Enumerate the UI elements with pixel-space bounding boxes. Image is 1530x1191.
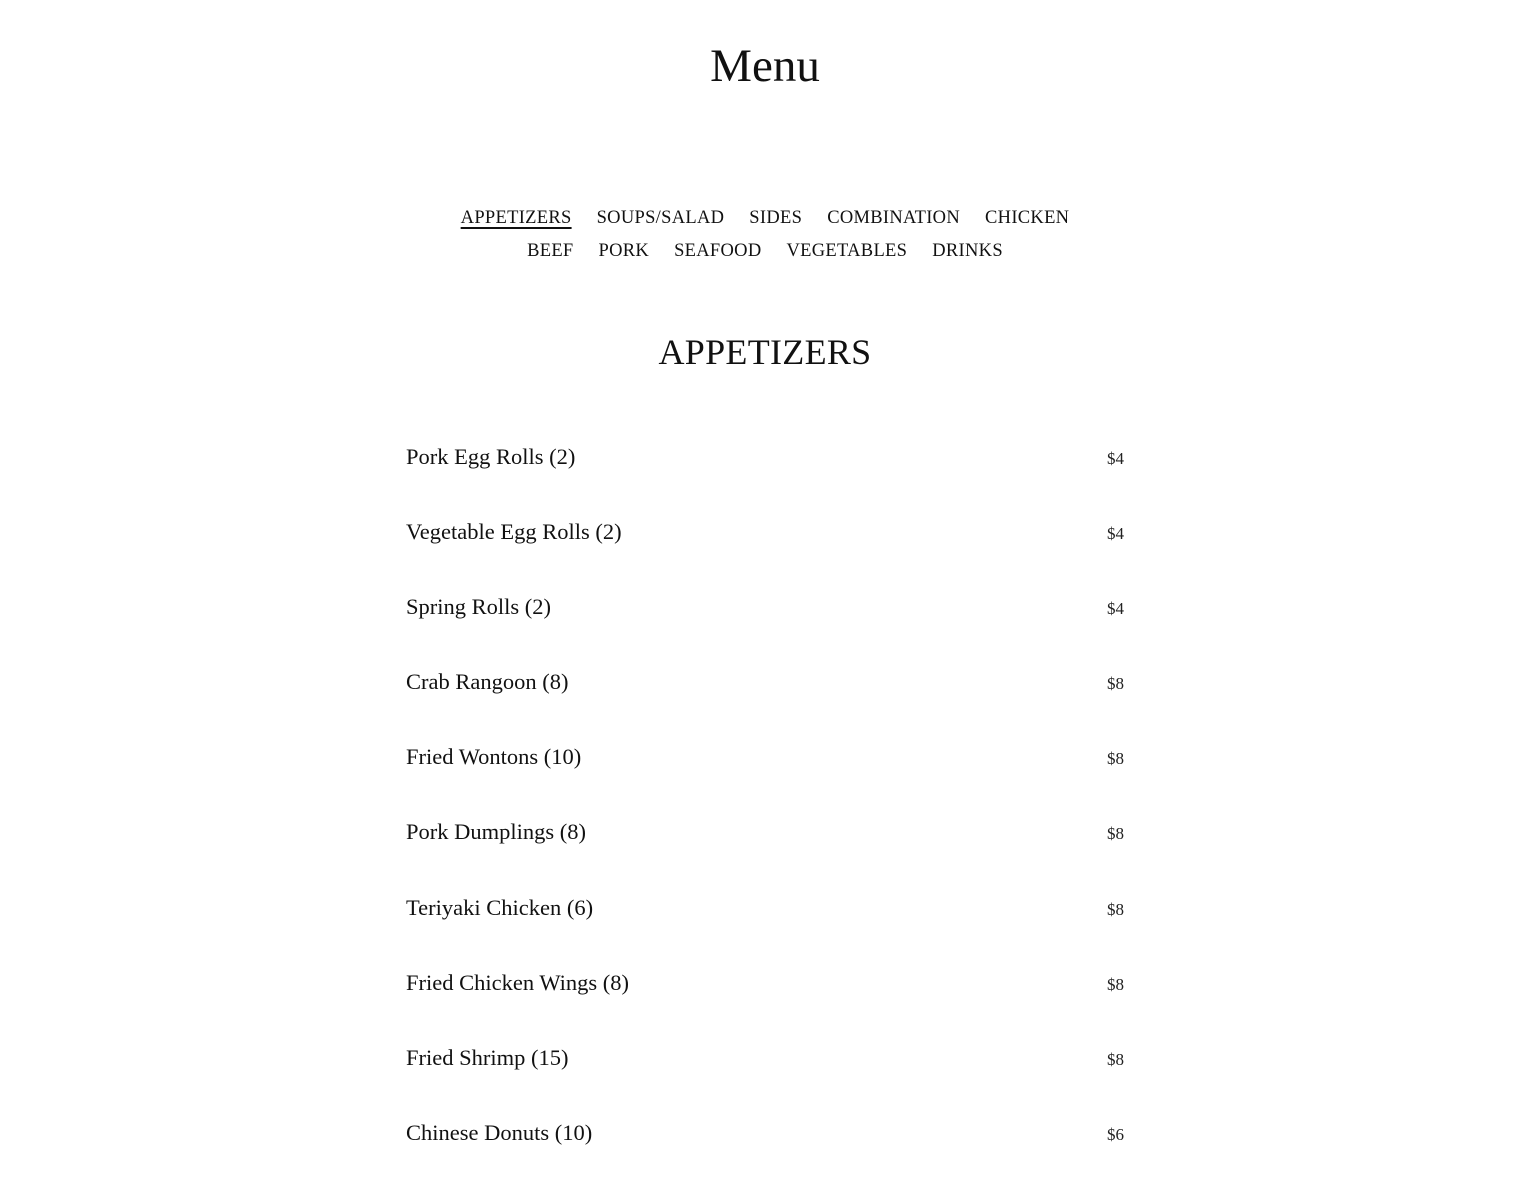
menu-item [406, 515, 1124, 590]
menu-item-price: $8 [1107, 1049, 1124, 1069]
menu-item-name: Crab Rangoon (8) [406, 669, 569, 695]
tab-vegetables[interactable]: VEGETABLES [786, 241, 908, 261]
section-title: APPETIZERS [658, 332, 872, 372]
menu-item-name: Vegetable Egg Rolls (2) [406, 519, 622, 545]
menu-item [406, 1116, 1124, 1191]
menu-item-list [406, 440, 1124, 1191]
menu-item-name: Pork Egg Rolls (2) [406, 444, 576, 469]
menu-item-price: $8 [1107, 974, 1124, 994]
menu-item [406, 665, 1124, 740]
category-nav [0, 202, 1530, 268]
menu-item [406, 740, 1124, 815]
tab-drinks[interactable]: DRINKS [932, 241, 1003, 261]
menu-item [406, 590, 1124, 665]
tab-sides[interactable]: SIDES [749, 208, 803, 228]
tab-soups-salad[interactable]: SOUPS/SALAD [596, 208, 725, 228]
tab-seafood[interactable]: SEAFOOD [674, 241, 762, 261]
menu-item [406, 891, 1124, 966]
tab-beef[interactable]: BEEF [527, 241, 574, 261]
menu-item [406, 440, 1124, 515]
menu-item-price: $4 [1107, 599, 1124, 619]
menu-item [406, 1041, 1124, 1116]
menu-item [406, 966, 1124, 1041]
menu-item [406, 815, 1124, 890]
menu-item-name: Fried Wontons (10) [406, 744, 582, 770]
menu-item-name: Teriyaki Chicken (6) [406, 894, 594, 920]
category-nav-row-2 [0, 235, 1530, 268]
menu-item-price: $8 [1107, 674, 1124, 694]
tab-chicken[interactable]: CHICKEN [985, 208, 1070, 228]
category-nav-row-1 [0, 202, 1530, 235]
menu-item-price: $8 [1107, 824, 1124, 844]
menu-item-price: $6 [1107, 1124, 1124, 1144]
menu-item-name: Pork Dumplings (8) [406, 819, 586, 845]
menu-item-name: Fried Chicken Wings (8) [406, 969, 630, 995]
menu-item-price: $4 [1107, 449, 1124, 468]
menu-item-name: Fried Shrimp (15) [406, 1044, 569, 1070]
tab-pork[interactable]: PORK [598, 241, 650, 261]
page-title: Menu [710, 40, 820, 92]
menu-item-price: $8 [1107, 899, 1124, 919]
menu-item-name: Chinese Donuts (10) [406, 1119, 593, 1145]
tab-combination[interactable]: COMBINATION [827, 208, 961, 228]
menu-item-price: $4 [1107, 524, 1124, 544]
menu-item-name: Spring Rolls (2) [406, 594, 552, 620]
menu-item-price: $8 [1107, 749, 1124, 769]
tab-appetizers[interactable]: APPETIZERS [460, 208, 572, 228]
